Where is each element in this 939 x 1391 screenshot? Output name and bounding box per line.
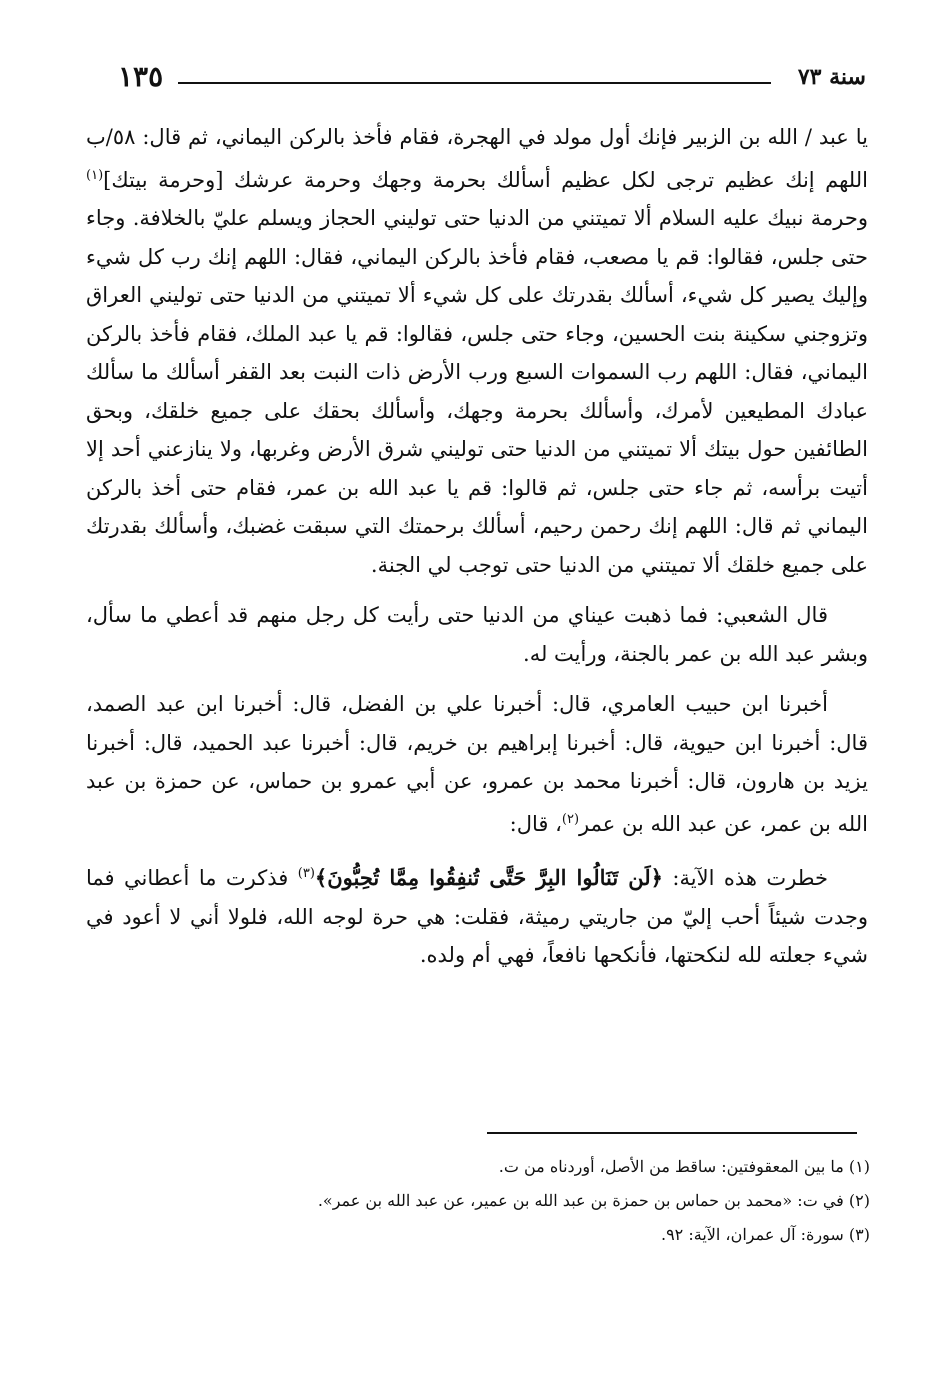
paragraph-4 [86,855,868,975]
paragraph-1 [86,118,868,584]
running-header [118,58,866,98]
paragraph-1-text-b: وحرمة نبيك عليه السلام ألا تميتني من الدنيا حتى توليني الحجاز ويسلم عليّ بالخلافة. وجاء حتى جلس، فقالوا: قم يا مصعب، فقام فأخذ بالركن اليماني، فقال: اللهم إنك رب كل شيء وإليك يصير كل شيء، أسألك بقدرتك على كل شيء ألا تميتني من الدنيا حتى توليني العراق وتزوجني سكينة بنت الحسين، وجاء حتى جلس، فقالوا: قم يا عبد الملك، فقام فأخذ بالركن اليماني، فقال: اللهم رب السموات السبع ورب الأرض ذات النبت بعد القفر أسألك ما سألك عبادك المطيعين لأمرك، وأسألك بحرمة وجهك، وأسألك بحقك على جميع خلقك، وبحق الطائفين حول بيتك ألا تميتني من الدنيا حتى توليني شرق الأرض وغربها، ولا ينازعني أحد إلا أتيت برأسه، ثم جاء حتى جلس، ثم قالوا: قم يا عبد الله بن عمر، فقام حتى أخذ بالركن اليماني ثم قال: اللهم إنك رحمن رحيم، أسألك برحمتك التي سبقت غضبك، وأسألك بقدرتك على جميع خلقك ألا تميتني من الدنيا حتى توجب لي الجنة. [86,206,868,577]
paragraph-3-text-b: ، قال: [509,811,562,836]
footnote-ref-3: (٣) [297,866,315,881]
footnote-ref-2: (٢) [561,811,580,827]
footnote-3: (٣) سورة: آل عمران، الآية: ٩٢. [660,1225,870,1244]
page-number: ١٣٥ [118,60,164,93]
paragraph-4-text-a: خطرت هذه الآية: [662,866,828,890]
paragraph-4-text-b: فذكرت ما أعطاني فما وجدت شيئاً أحب إليّ من جاريتي رميثة، فقلت: هي حرة لوجه الله، فلولا أني لا أعود في شيء جعلته لله لنكحتها، فأنكحها نافعاً، فهي أم ولده. [86,866,868,967]
header-rule [178,82,771,84]
manuscript-folio-marker: ٥٨/ب [86,125,136,149]
paragraph-3-text-a: أخبرنا ابن حبيب العامري، قال: أخبرنا علي بن الفضل، قال: أخبرنا ابن عبد الصمد، قال: أخبرنا ابن حيوية، قال: أخبرنا إبراهيم بن خريم، قال: أخبرنا عبد الحميد، قال: أخبرنا يزيد بن هارون، قال: أخبرنا محمد بن عمرو، عن أبي عمرو بن حماس، عن حمزة بن عبد الله بن عمر، عن عبد الله بن عمر [86,692,868,836]
paragraph-1-text-a: اللهم إنك عظيم ترجى لكل عظيم أسألك بحرمة وجهك وحرمة عرشك [وحرمة بيتك] [103,167,868,192]
footnote-2: (٢) في ت: «محمد بن حماس بن حمزة بن عبد الله بن عمير، عن عبد الله بن عمر». [317,1191,870,1210]
year-label: سنة ٧٣ [797,64,866,90]
paragraph-3 [86,685,868,843]
footnotes [250,1150,870,1252]
paragraph-2: قال الشعبي: فما ذهبت عيناي من الدنيا حتى رأيت كل رجل منهم قد أعطي ما سأل، وبشر عبد الله بن عمر بالجنة، ورأيت له. [86,603,868,666]
footnote-1: (١) ما بين المعقوفتين: ساقط من الأصل، أوردناه من ت. [498,1157,870,1176]
footnote-separator [487,1132,857,1134]
main-text [86,118,868,975]
footnote-ref-1: (١) [86,167,104,183]
paragraph-1-first-line: يا عبد / الله بن الزبير فإنك أول مولد في الهجرة، فقام فأخذ بالركن اليماني، ثم قال: [142,125,868,149]
quran-verse: ﴿لَن تَنَالُوا البِرَّ حَتَّى تُنفِقُوا مِمَّا تُحِبُّونَ﴾ [314,865,663,890]
